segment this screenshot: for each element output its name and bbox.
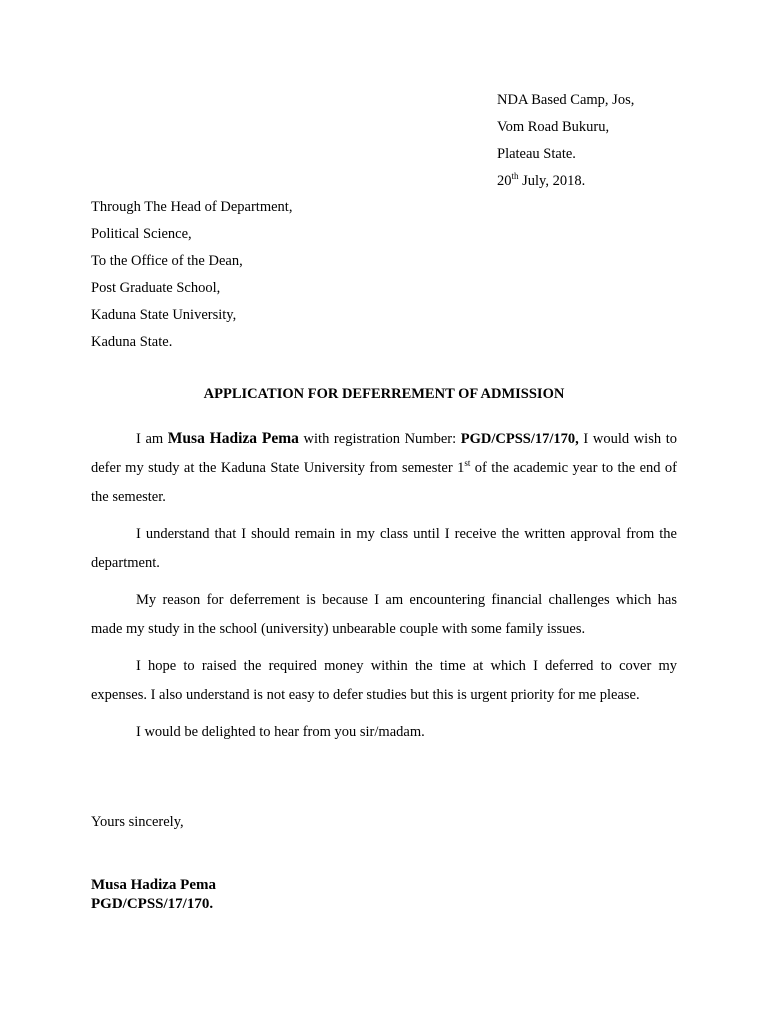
sender-address-line: Plateau State.	[497, 146, 576, 162]
body-paragraph: My reason for deferrement is because I am encountering financial challenges which has made my study in the school (university) unbearable couple with some family issues.	[91, 592, 677, 637]
date-rest: July, 2018.	[518, 173, 586, 189]
sender-address-line: NDA Based Camp, Jos,	[497, 92, 635, 108]
letter-date	[497, 168, 634, 195]
body-paragraph	[91, 424, 677, 512]
recipient-address-line: Post Graduate School,	[91, 280, 221, 296]
subject-text: APPLICATION FOR DEFERREMENT OF ADMISSION	[203, 386, 565, 402]
recipient-address-line: To the Office of the Dean,	[91, 253, 243, 269]
sender-address-line: Vom Road Bukuru,	[497, 119, 610, 135]
signature-block	[91, 876, 216, 914]
recipient-address-line: Political Science,	[91, 226, 192, 242]
letter-subject	[0, 386, 768, 403]
date-suffix: th	[511, 171, 519, 182]
letter-body	[91, 424, 677, 755]
applicant-name: Musa Hadiza Pema	[167, 430, 299, 447]
paragraph-text: I would wish to defer my study at the Kaduna State University from semester 1	[91, 431, 677, 476]
recipient-address-line: Kaduna State University,	[91, 307, 237, 323]
date-day: 20	[497, 173, 512, 189]
body-paragraph: I understand that I should remain in my class until I receive the written approval from the department.	[91, 526, 677, 571]
sender-address	[497, 87, 634, 195]
paragraph-text: I am	[136, 431, 168, 447]
body-paragraph: I hope to raised the required money within the time at which I deferred to cover my expenses. I also understand is not easy to defer studies but this is urgent priority for me please.	[91, 658, 677, 703]
paragraph-text: with registration Number:	[298, 431, 461, 447]
ordinal-suffix: st	[464, 458, 471, 469]
registration-number: PGD/CPSS/17/170,	[460, 431, 579, 447]
paragraph-text: of the academic year to the end of the semester.	[91, 460, 677, 505]
recipient-address-line: Through The Head of Department,	[91, 199, 293, 215]
body-paragraph: I would be delighted to hear from you sir/madam.	[136, 724, 425, 740]
signature-name: Musa Hadiza Pema	[91, 877, 216, 893]
signature-reg-number: PGD/CPSS/17/170.	[91, 896, 214, 912]
recipient-address	[91, 194, 292, 356]
recipient-address-line: Kaduna State.	[91, 334, 173, 350]
letter-closing: Yours sincerely,	[91, 814, 184, 830]
